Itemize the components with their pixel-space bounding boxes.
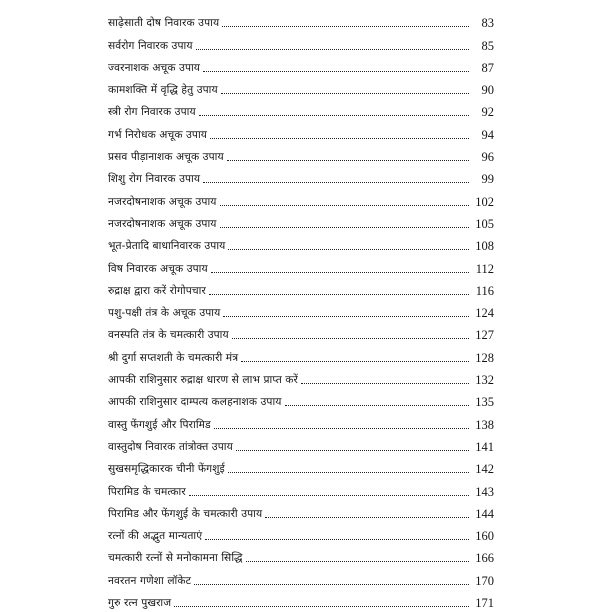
toc-page-number: 160 [475, 529, 494, 544]
toc-dot-leader [203, 182, 469, 183]
toc-page-number: 127 [475, 328, 494, 343]
toc-entry [108, 99, 494, 121]
toc-page-number: 99 [481, 172, 494, 187]
toc-page-number: 85 [481, 38, 494, 53]
toc-page-number: 116 [475, 283, 494, 298]
toc-entry-title: नजरदोषनाशक अचूक उपाय [108, 217, 217, 230]
toc-dot-leader [196, 49, 469, 50]
toc-entry-title: गर्भ निरोधक अचूक उपाय [108, 128, 208, 141]
toc-dot-leader [174, 606, 469, 607]
toc-entry-title: पिरामिड के चमत्कार [108, 485, 186, 498]
toc-dot-leader [241, 361, 469, 362]
toc-page-number: 132 [475, 373, 494, 388]
toc-entry-title: वास्तु फेंगशुई और पिरामिड [108, 418, 211, 431]
toc-page-number: 141 [475, 439, 494, 454]
toc-page-number: 105 [475, 216, 494, 231]
toc-entry [108, 55, 494, 77]
toc-dot-leader [265, 517, 469, 518]
toc-dot-leader [199, 115, 469, 116]
toc-page-number: 142 [475, 462, 494, 477]
toc-entry [108, 32, 494, 54]
toc-entry-title: वनस्पति तंत्र के चमत्कारी उपाय [108, 329, 229, 342]
toc-dot-leader [228, 249, 469, 250]
toc-entry-title: नजरदोषनाशक अचूक उपाय [108, 195, 217, 208]
toc-page-number: 92 [481, 105, 494, 120]
toc-page-number: 170 [475, 573, 494, 588]
toc-page-number: 128 [475, 350, 494, 365]
toc-entry [108, 10, 494, 32]
toc-entry-title: सर्वरोग निवारक उपाय [108, 39, 193, 52]
toc-page-number: 171 [475, 596, 494, 611]
toc-page-number: 102 [475, 194, 494, 209]
toc-dot-leader [189, 495, 469, 496]
toc-dot-leader [210, 138, 469, 139]
toc-entry [108, 545, 494, 567]
toc-dot-leader [232, 338, 469, 339]
toc-dot-leader [236, 450, 469, 451]
toc-dot-leader [194, 584, 469, 585]
toc-page-number: 138 [475, 417, 494, 432]
toc-entry [108, 255, 494, 277]
toc-page-number: 144 [475, 506, 494, 521]
toc-dot-leader [209, 294, 469, 295]
toc-entry [108, 411, 494, 433]
toc-entry [108, 478, 494, 500]
toc-entry [108, 367, 494, 389]
toc-page-number: 124 [475, 306, 494, 321]
toc-entry [108, 344, 494, 366]
toc-entry [108, 278, 494, 300]
toc-entry [108, 523, 494, 545]
toc-dot-leader [205, 539, 469, 540]
toc-entry [108, 456, 494, 478]
toc-dot-leader [220, 205, 469, 206]
toc-dot-leader [203, 71, 469, 72]
toc-dot-leader [214, 428, 469, 429]
toc-page-number: 94 [481, 127, 494, 142]
toc-entry [108, 233, 494, 255]
toc-entry-title: गुरु रत्न पुखराज [108, 597, 172, 610]
toc-entry-title: आपकी राशिनुसार रुद्राक्ष धारण से लाभ प्राप्त करें [108, 374, 298, 387]
toc-entry [108, 166, 494, 188]
toc-entry-title: भूत-प्रेतादि बाधानिवारक उपाय [108, 240, 226, 253]
toc-entry-title: पिरामिड और फेंगशुई के चमत्कारी उपाय [108, 507, 263, 520]
toc-entry-title: ज्वरनाशक अचूक उपाय [108, 61, 201, 74]
toc-entry-title: नवरतन गणेशा लॉकेट [108, 574, 192, 587]
toc-entry-title: शिशु रोग निवारक उपाय [108, 173, 201, 186]
toc-page-number: 112 [475, 261, 494, 276]
toc-dot-leader [228, 472, 469, 473]
toc-entry-title: आपकी राशिनुसार दाम्पत्य कलहनाशक उपाय [108, 396, 282, 409]
toc-entry [108, 434, 494, 456]
toc-entry-title: वास्तुदोष निवारक तांत्रोक्त उपाय [108, 440, 233, 453]
toc-dot-leader [285, 405, 469, 406]
toc-entry [108, 501, 494, 523]
toc-entry [108, 567, 494, 589]
toc-dot-leader [227, 160, 469, 161]
toc-dot-leader [246, 561, 469, 562]
toc-entry-title: रुद्राक्ष द्वारा करें रोगोपचार [108, 284, 206, 297]
table-of-contents [108, 10, 494, 612]
toc-entry [108, 300, 494, 322]
toc-entry [108, 121, 494, 143]
toc-page-number: 143 [475, 484, 494, 499]
toc-entry [108, 211, 494, 233]
toc-page-number: 90 [481, 83, 494, 98]
toc-dot-leader [221, 93, 469, 94]
toc-entry-title: विष निवारक अचूक उपाय [108, 262, 208, 275]
toc-dot-leader [220, 227, 469, 228]
toc-entry [108, 188, 494, 210]
toc-entry-title: चमत्कारी रत्नों से मनोकामना सिद्धि [108, 552, 243, 565]
toc-entry-title: पशु-पक्षी तंत्र के अचूक उपाय [108, 307, 221, 320]
toc-entry [108, 322, 494, 344]
toc-entry [108, 389, 494, 411]
toc-entry-title: कामशक्ति में वृद्धि हेतु उपाय [108, 84, 218, 97]
toc-entry [108, 144, 494, 166]
toc-entry-title: साढ़ेसाती दोष निवारक उपाय [108, 17, 220, 30]
toc-page-number: 96 [481, 150, 494, 165]
toc-dot-leader [223, 316, 469, 317]
toc-page-number: 87 [481, 60, 494, 75]
toc-entry-title: श्री दुर्गा सप्तशती के चमत्कारी मंत्र [108, 351, 239, 364]
toc-entry-title: सुखसमृद्धिकारक चीनी फेंगशुई [108, 463, 225, 476]
toc-entry-title: स्त्री रोग निवारक उपाय [108, 106, 196, 119]
toc-entry-title: रत्नों की अद्भुत मान्यताएं [108, 530, 203, 543]
toc-dot-leader [301, 383, 469, 384]
toc-entry [108, 77, 494, 99]
toc-page-number: 83 [481, 16, 494, 31]
toc-page-number: 166 [475, 551, 494, 566]
toc-page-number: 135 [475, 395, 494, 410]
toc-entry [108, 590, 494, 612]
toc-page-number: 108 [475, 239, 494, 254]
toc-dot-leader [222, 26, 469, 27]
toc-dot-leader [211, 272, 469, 273]
toc-entry-title: प्रसव पीड़ानाशक अचूक उपाय [108, 151, 224, 164]
